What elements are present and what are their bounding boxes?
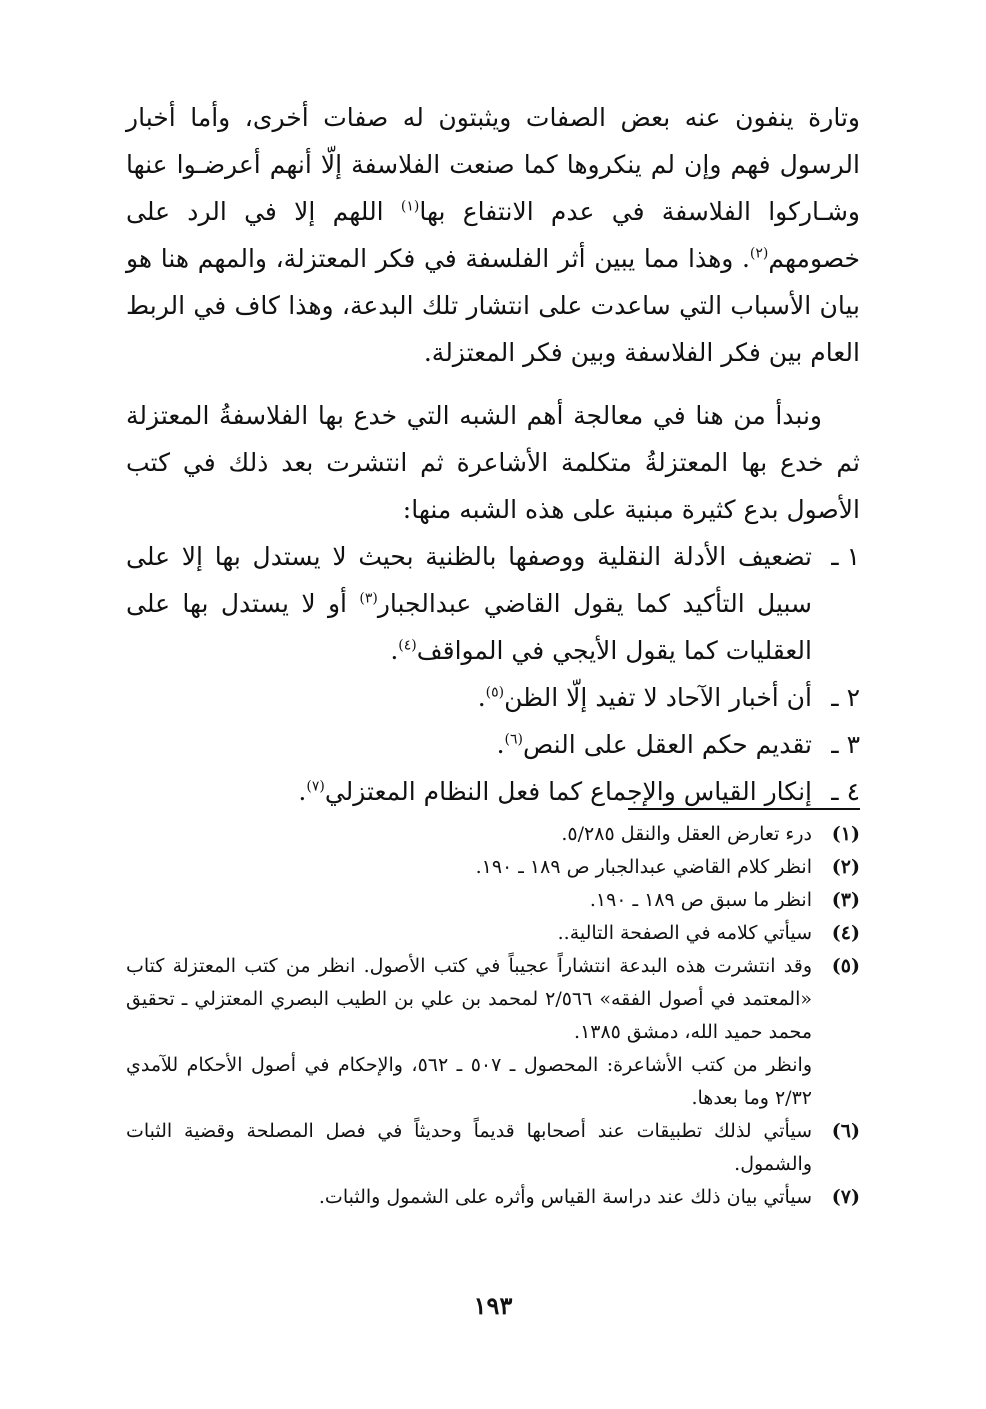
footnote-number: (٦) <box>831 1120 860 1142</box>
numbered-list <box>126 533 860 815</box>
list-item-2 <box>126 674 860 721</box>
footnote-ref-3: (٣) <box>359 590 378 607</box>
list-item-text: أو لا يستدل بها على العقليات كما يقول الأيجي في المواقف <box>126 589 812 665</box>
paragraph-1-end: . وهذا مما يبين أثر الفلسفة في فكر المعتزلة، والمهم هنا هو بيان الأسباب التي ساعدت على انتشار تلك البدعة، وهذا كاف في الربط العام بين فكر الفلاسفة وبين فكر المعتزلة. <box>126 244 860 367</box>
footnote-4 <box>126 917 860 950</box>
footnote-ref-1: (١) <box>400 198 420 215</box>
footnote-number: (٣) <box>831 889 860 911</box>
list-item-1 <box>126 533 860 674</box>
list-item-text: إنكار القياس والإجماع كما فعل النظام المعتزلي <box>324 777 812 806</box>
list-item-3 <box>126 721 860 768</box>
footnote-text: سيأتي بيان ذلك عند دراسة القياس وأثره على الشمول والثبات. <box>318 1186 812 1208</box>
footnote-text: سيأتي كلامه في الصفحة التالية.. <box>557 922 812 944</box>
list-item-text: . <box>390 636 399 665</box>
footnote-3 <box>126 884 860 917</box>
footnote-number: (٤) <box>831 922 860 944</box>
footnote-text: سيأتي لذلك تطبيقات عند أصحابها قديماً وحديثاً في فصل المصلحة وقضية الثبات والشمول. <box>126 1120 812 1175</box>
list-item-number: ٢ ـ <box>831 683 860 712</box>
main-text <box>126 94 860 815</box>
footnote-continuation: وانظر من كتب الأشاعرة: المحصول ـ ٥٠٧ ـ ٥٦٢، والإحكام في أصول الأحكام للآمدي ٢/٣٢ وما بعدها. <box>126 1054 813 1109</box>
footnote-number: (٧) <box>831 1186 860 1208</box>
list-item-number: ١ ـ <box>831 542 860 571</box>
footnote-text: انظر كلام القاضي عبدالجبار ص ١٨٩ ـ ١٩٠. <box>475 856 812 878</box>
paragraph-1-middle: اللهم إلا في الرد على خصومهم <box>126 197 860 273</box>
footnote-text: وقد انتشرت هذه البدعة انتشاراً عجيباً في كتب الأصول. انظر من كتب المعتزلة كتاب «المعتمد في أصول الفقه» ٢/٥٦٦ لمحمد بن علي بن الطيب البصري المعتزلي ـ تحقيق محمد حميد الله، دمشق ١٣٨٥. <box>126 955 812 1043</box>
footnote-ref-6: (٦) <box>504 731 524 748</box>
footnote-ref-7: (٧) <box>306 778 325 795</box>
list-item-text: أن أخبار الآحاد لا تفيد إلّا الظن <box>504 683 812 712</box>
footnote-number: (٥) <box>831 955 860 977</box>
footnote-ref-4: (٤) <box>398 637 417 654</box>
list-item-text: . <box>477 683 486 712</box>
footnote-divider <box>628 808 860 810</box>
paragraph-2: ونبدأ من هنا في معالجة أهم الشبه التي خدع بها الفلاسفةُ المعتزلة ثم خدع بها المعتزلةُ متكلمة الأشاعرة ثم انتشرت بعد ذلك في كتب الأصول بدع كثيرة مبنية على هذه الشبه منها: <box>126 401 860 524</box>
footnote-2 <box>126 851 860 884</box>
list-item-text: تضعيف الأدلة النقلية ووصفها بالظنية بحيث لا يستدل بها إلا على سبيل التأكيد كما يقول القاضي عبدالجبار <box>126 542 813 618</box>
footnote-7 <box>126 1181 860 1214</box>
list-item-text: . <box>496 730 505 759</box>
paragraph-1 <box>126 94 860 376</box>
list-item-text: . <box>298 777 307 806</box>
footnote-number: (٢) <box>831 856 860 878</box>
footnote-6 <box>126 1115 860 1181</box>
footnote-text: انظر ما سبق ص ١٨٩ ـ ١٩٠. <box>589 889 812 911</box>
footnote-ref-5: (٥) <box>485 684 505 701</box>
footnote-ref-2: (٢) <box>749 245 769 262</box>
footnotes <box>126 818 860 1214</box>
footnote-number: (١) <box>831 823 860 845</box>
list-item-number: ٤ ـ <box>831 777 860 806</box>
footnote-1 <box>126 818 860 851</box>
page-number: ١٩٣ <box>473 1291 513 1320</box>
list-item-number: ٣ ـ <box>831 730 860 759</box>
footnote-text: درء تعارض العقل والنقل ٥/٢٨٥. <box>561 823 812 845</box>
list-item-text: تقديم حكم العقل على النص <box>523 730 812 759</box>
footnote-5 <box>126 950 860 1115</box>
paragraph-1-start: وتارة ينفون عنه بعض الصفات ويثبتون له صفات أخرى، وأما أخبار الرسول فهم وإن لم ينكروها كما صنعت الفلاسفة إلّا أنهم أعرضـوا عنها وشـاركوا الفلاسفة في عدم الانتفاع بها <box>126 103 860 226</box>
